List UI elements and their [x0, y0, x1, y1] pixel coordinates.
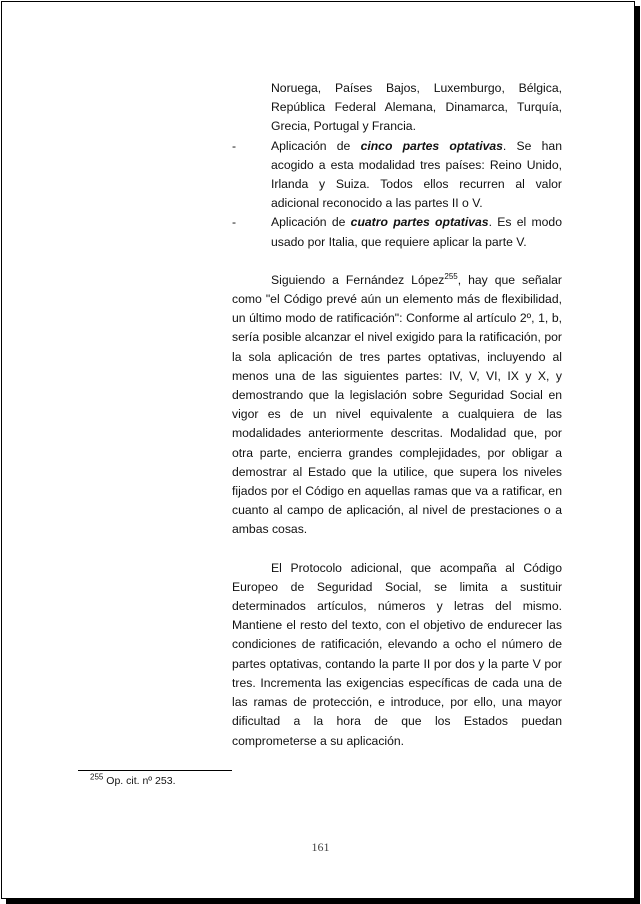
- list-item-post: . Se han acogido a esta modalidad tres países: Reino Unido, Irlanda y Suiza. Todos ellos recurren al valor adicional reconocido a las partes II o V.: [271, 138, 562, 211]
- footnote-reference[interactable]: 255: [444, 271, 458, 281]
- page-number: 161: [311, 840, 330, 854]
- body-text: [232, 79, 562, 751]
- footnote-text: Op. cit. nº 253.: [103, 775, 176, 787]
- paragraph-fernandez-lopez: [232, 271, 562, 540]
- list-continuation-text: Noruega, Países Bajos, Luxemburgo, Bélgica, República Federal Alemana, Dinamarca, Turquía, Grecia, Portugal y Francia.: [271, 81, 562, 134]
- footnote-separator: [78, 770, 232, 771]
- list-item-continuation: [232, 79, 562, 137]
- list-dash: -: [232, 215, 237, 230]
- page-shadow-bottom: [6, 899, 640, 904]
- list-item-post: . Es el modo usado por Italia, que requiere aplicar la parte V.: [271, 215, 562, 249]
- paragraph-text: , hay que señalar como "el Código prevé aún un elemento más de flexibilidad, un último modo de ratificación": Conforme al artículo 2º, 1, b, sería posible alcanzar el nivel exigido para la ratificación, por la sola aplicación de tres partes optativas, incluyendo al menos una de las siguientes partes: IV, V, VI, IX y X, y demostrando que la legislación sobre Seguridad Social en vigor es de un nivel equivalente a cualquiera de las modalidades anteriormente descritas. Modalidad que, por otra parte, encierra grandes complejidades, por obligar a demostrar al Estado que la utilice, que supera los niveles fijados por el Código en aquellas ramas que va a ratificar, en cuanto al campo de aplicación, al nivel de prestaciones o a ambas cosas.: [232, 272, 562, 537]
- footnote: [90, 772, 176, 787]
- page-shadow-right: [635, 6, 640, 903]
- paragraph-protocolo-adicional: El Protocolo adicional, que acompaña al Código Europeo de Seguridad Social, se limita a sustituir determinados artículos, números y letras del mismo. Mantiene el resto del texto, con el objetivo de endurecer las condiciones de ratificación, elevando a ocho el número de partes optativas, contando la parte II por dos y la parte V por tres. Incrementa las exigencias específicas de cada una de las ramas de protección, e introduce, por ello, una mayor dificultad a la hora de que los Estados puedan comprometerse a su aplicación.: [232, 560, 562, 748]
- list-item-cuatro: [232, 213, 562, 251]
- list-item-pre: Aplicación de: [271, 215, 351, 230]
- list-dash: -: [232, 138, 237, 153]
- paragraph-text: Siguiendo a Fernández López: [271, 272, 445, 287]
- list-item-pre: Aplicación de: [271, 138, 361, 153]
- list-item-emphasis: cuatro partes optativas: [350, 215, 489, 230]
- list-item-emphasis: cinco partes optativas: [360, 138, 503, 153]
- list-item-cinco: [232, 137, 562, 214]
- footnote-number: 255: [90, 772, 104, 782]
